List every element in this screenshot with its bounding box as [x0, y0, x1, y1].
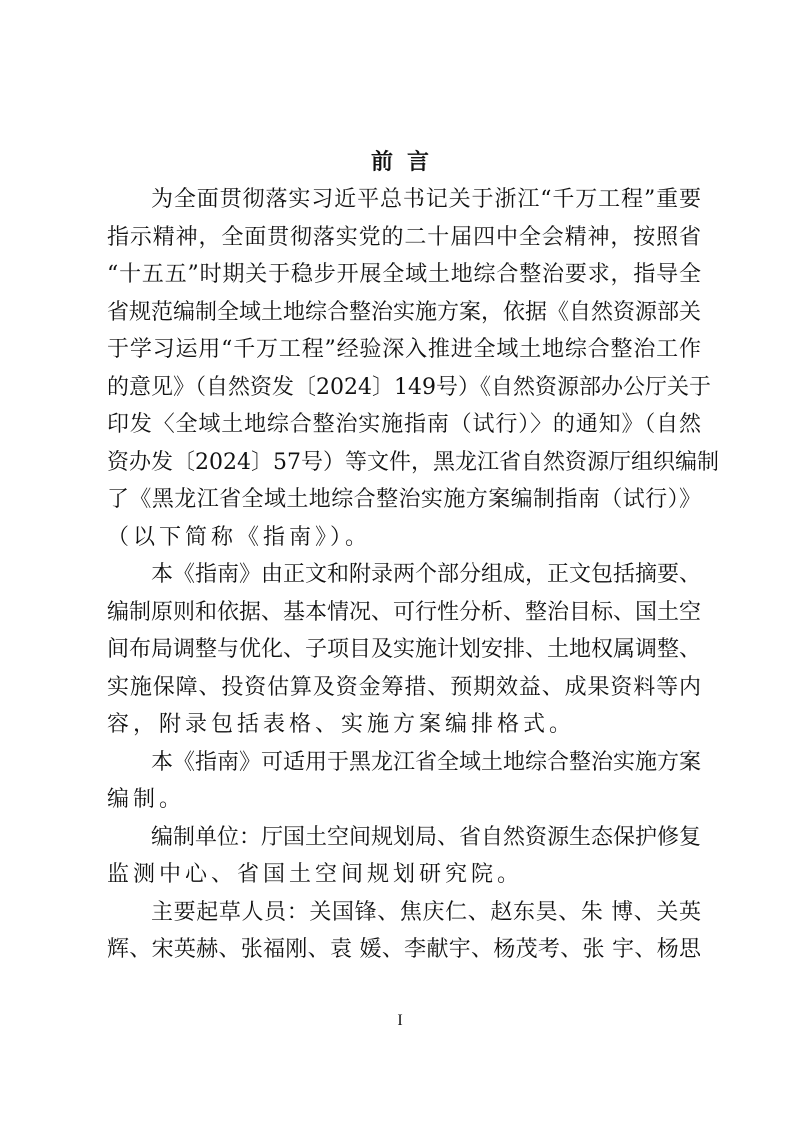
paragraph-line: 实施保障、投资估算及资金筹措、预期效益、成果资料等内 [107, 674, 701, 700]
paragraph-line: 资办发〔2024〕57号）等文件，黑龙江省自然资源厅组织编制 [107, 449, 719, 475]
paragraph-line: 印发〈全域土地综合整治实施指南（试行）〉的通知》（自然 [107, 412, 701, 437]
paragraph-line: 指示精神，全面贯彻落实党的二十届四中全会精神，按照省 [107, 224, 701, 250]
paragraph-line: 容，附录包括表格、实施方案编排格式。 [107, 712, 576, 737]
paragraph-line: 省规范编制全域土地综合整治实施方案，依据《自然资源部关 [107, 299, 702, 325]
paragraph-line: 间布局调整与优化、子项目及实施计划安排、土地权属调整、 [107, 637, 702, 662]
page-title: 前言 [370, 149, 443, 175]
paragraph-line: 了《黑龙江省全域土地综合整治实施方案编制指南（试行）》 [107, 487, 701, 512]
document-body [107, 186, 719, 974]
paragraph-line: 监测中心、省国土空间规划研究院。 [107, 862, 524, 887]
paragraph-line: 本《指南》由正文和附录两个部分组成，正文包括摘要、 [151, 562, 702, 587]
paragraph-line: 辉、宋英赫、张福刚、袁 媛、李献宇、杨茂考、张 宇、杨思 [107, 937, 701, 962]
paragraph-line: 编制原则和依据、基本情况、可行性分析、整治目标、国土空 [107, 599, 702, 625]
paragraph-line: 为全面贯彻落实习近平总书记关于浙江“千万工程”重要 [151, 187, 701, 212]
paragraph-line: 编制单位：厅国土空间规划局、省自然资源生态保护修复 [151, 824, 702, 850]
paragraph-line: 编制。 [107, 787, 186, 812]
paragraph-line: 主要起草人员：关国锋、焦庆仁、赵东昊、朱 博、关英 [151, 899, 701, 925]
paragraph-line: 的意见》（自然资发〔2024〕149号）《自然资源部办公厅关于 [107, 374, 711, 400]
paragraph-line: 本《指南》可适用于黑龙江省全域土地综合整治实施方案 [151, 749, 702, 775]
paragraph-line: “十五五”时期关于稳步开展全域土地综合整治要求，指导全 [107, 262, 701, 287]
paragraph-line: （以下简称《指南》）。 [107, 524, 372, 550]
page-number: I [397, 1012, 403, 1029]
paragraph-line: 于学习运用“千万工程”经验深入推进全域土地综合整治工作 [107, 337, 701, 362]
